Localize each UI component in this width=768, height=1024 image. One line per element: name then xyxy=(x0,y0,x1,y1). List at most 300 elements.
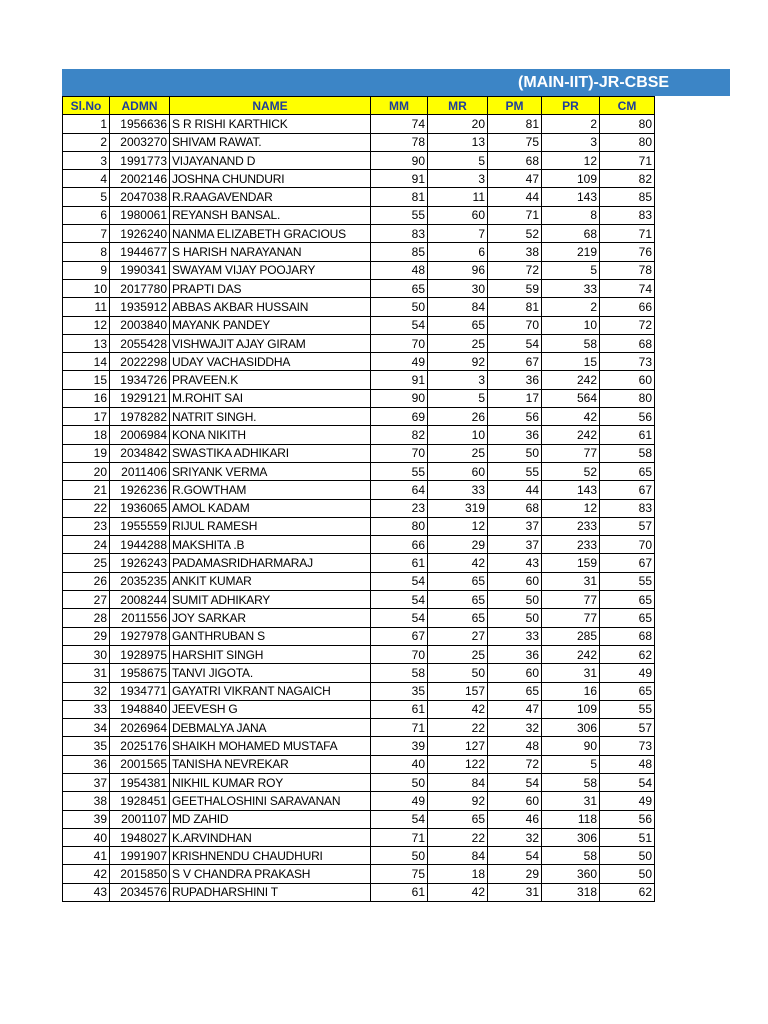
cell-cm[interactable]: 73 xyxy=(600,353,655,371)
cell-pm[interactable]: 50 xyxy=(488,591,542,609)
cell-slno[interactable]: 39 xyxy=(63,810,110,828)
cell-name[interactable]: RUPADHARSHINI T xyxy=(170,883,371,901)
cell-admn[interactable]: 2047038 xyxy=(110,188,170,206)
cell-slno[interactable]: 12 xyxy=(63,316,110,334)
cell-mm[interactable]: 50 xyxy=(371,773,428,791)
cell-mr[interactable]: 319 xyxy=(428,499,488,517)
cell-name[interactable]: TANVI JIGOTA. xyxy=(170,664,371,682)
cell-admn[interactable]: 1958675 xyxy=(110,664,170,682)
cell-pr[interactable]: 5 xyxy=(542,755,600,773)
cell-cm[interactable]: 48 xyxy=(600,755,655,773)
cell-name[interactable]: JOSHNA CHUNDURI xyxy=(170,170,371,188)
cell-mr[interactable]: 26 xyxy=(428,408,488,426)
cell-pr[interactable]: 242 xyxy=(542,426,600,444)
cell-pm[interactable]: 52 xyxy=(488,225,542,243)
cell-mm[interactable]: 81 xyxy=(371,188,428,206)
cell-cm[interactable]: 57 xyxy=(600,719,655,737)
cell-name[interactable]: TANISHA NEVREKAR xyxy=(170,755,371,773)
cell-admn[interactable]: 1944288 xyxy=(110,536,170,554)
cell-slno[interactable]: 6 xyxy=(63,206,110,224)
cell-cm[interactable]: 80 xyxy=(600,389,655,407)
cell-mr[interactable]: 3 xyxy=(428,371,488,389)
cell-name[interactable]: R.GOWTHAM xyxy=(170,481,371,499)
cell-pr[interactable]: 77 xyxy=(542,591,600,609)
cell-slno[interactable]: 30 xyxy=(63,645,110,663)
cell-name[interactable]: JEEVESH G xyxy=(170,700,371,718)
cell-cm[interactable]: 62 xyxy=(600,883,655,901)
cell-admn[interactable]: 1936065 xyxy=(110,499,170,517)
cell-pm[interactable]: 72 xyxy=(488,261,542,279)
cell-admn[interactable]: 2026964 xyxy=(110,719,170,737)
cell-mr[interactable]: 157 xyxy=(428,682,488,700)
header-admn[interactable]: ADMN xyxy=(110,97,170,115)
cell-mm[interactable]: 40 xyxy=(371,755,428,773)
cell-mr[interactable]: 30 xyxy=(428,279,488,297)
cell-slno[interactable]: 16 xyxy=(63,389,110,407)
cell-slno[interactable]: 24 xyxy=(63,536,110,554)
cell-pm[interactable]: 44 xyxy=(488,188,542,206)
cell-admn[interactable]: 1990341 xyxy=(110,261,170,279)
cell-pr[interactable]: 12 xyxy=(542,151,600,169)
cell-name[interactable]: MAYANK PANDEY xyxy=(170,316,371,334)
cell-name[interactable]: KONA NIKITH xyxy=(170,426,371,444)
cell-mr[interactable]: 60 xyxy=(428,462,488,480)
cell-cm[interactable]: 57 xyxy=(600,517,655,535)
cell-pm[interactable]: 44 xyxy=(488,481,542,499)
cell-cm[interactable]: 50 xyxy=(600,865,655,883)
cell-admn[interactable]: 2025176 xyxy=(110,737,170,755)
cell-mm[interactable]: 64 xyxy=(371,481,428,499)
cell-mm[interactable]: 54 xyxy=(371,609,428,627)
cell-mm[interactable]: 90 xyxy=(371,389,428,407)
cell-mm[interactable]: 70 xyxy=(371,444,428,462)
cell-name[interactable]: SRIYANK VERMA xyxy=(170,462,371,480)
cell-cm[interactable]: 56 xyxy=(600,408,655,426)
cell-pr[interactable]: 143 xyxy=(542,188,600,206)
cell-cm[interactable]: 55 xyxy=(600,572,655,590)
cell-pm[interactable]: 31 xyxy=(488,883,542,901)
cell-mm[interactable]: 61 xyxy=(371,883,428,901)
cell-mr[interactable]: 25 xyxy=(428,334,488,352)
cell-cm[interactable]: 70 xyxy=(600,536,655,554)
cell-admn[interactable]: 1935912 xyxy=(110,298,170,316)
cell-pr[interactable]: 33 xyxy=(542,279,600,297)
cell-pm[interactable]: 32 xyxy=(488,828,542,846)
cell-mr[interactable]: 25 xyxy=(428,645,488,663)
cell-name[interactable]: SUMIT ADHIKARY xyxy=(170,591,371,609)
cell-slno[interactable]: 42 xyxy=(63,865,110,883)
cell-pm[interactable]: 68 xyxy=(488,151,542,169)
cell-cm[interactable]: 71 xyxy=(600,225,655,243)
cell-pm[interactable]: 81 xyxy=(488,115,542,133)
cell-slno[interactable]: 40 xyxy=(63,828,110,846)
cell-pr[interactable]: 5 xyxy=(542,261,600,279)
cell-mr[interactable]: 5 xyxy=(428,389,488,407)
cell-mr[interactable]: 65 xyxy=(428,316,488,334)
cell-pr[interactable]: 3 xyxy=(542,133,600,151)
cell-pm[interactable]: 36 xyxy=(488,426,542,444)
cell-pm[interactable]: 54 xyxy=(488,334,542,352)
cell-name[interactable]: NANMA ELIZABETH GRACIOUS xyxy=(170,225,371,243)
cell-name[interactable]: M.ROHIT SAI xyxy=(170,389,371,407)
cell-pr[interactable]: 306 xyxy=(542,719,600,737)
cell-cm[interactable]: 56 xyxy=(600,810,655,828)
cell-pm[interactable]: 55 xyxy=(488,462,542,480)
cell-cm[interactable]: 65 xyxy=(600,462,655,480)
header-cm[interactable]: CM xyxy=(600,97,655,115)
cell-pm[interactable]: 46 xyxy=(488,810,542,828)
cell-mm[interactable]: 54 xyxy=(371,810,428,828)
cell-cm[interactable]: 82 xyxy=(600,170,655,188)
cell-mm[interactable]: 74 xyxy=(371,115,428,133)
cell-mr[interactable]: 65 xyxy=(428,810,488,828)
cell-cm[interactable]: 66 xyxy=(600,298,655,316)
cell-admn[interactable]: 1980061 xyxy=(110,206,170,224)
cell-mr[interactable]: 6 xyxy=(428,243,488,261)
header-slno[interactable]: Sl.No xyxy=(63,97,110,115)
cell-admn[interactable]: 2001107 xyxy=(110,810,170,828)
cell-pm[interactable]: 33 xyxy=(488,627,542,645)
cell-mr[interactable]: 42 xyxy=(428,700,488,718)
cell-slno[interactable]: 23 xyxy=(63,517,110,535)
cell-pr[interactable]: 52 xyxy=(542,462,600,480)
cell-cm[interactable]: 68 xyxy=(600,334,655,352)
cell-mr[interactable]: 33 xyxy=(428,481,488,499)
cell-cm[interactable]: 55 xyxy=(600,700,655,718)
cell-admn[interactable]: 1926240 xyxy=(110,225,170,243)
cell-slno[interactable]: 27 xyxy=(63,591,110,609)
cell-mr[interactable]: 84 xyxy=(428,298,488,316)
cell-pr[interactable]: 242 xyxy=(542,645,600,663)
cell-slno[interactable]: 43 xyxy=(63,883,110,901)
cell-mm[interactable]: 35 xyxy=(371,682,428,700)
cell-name[interactable]: VISHWAJIT AJAY GIRAM xyxy=(170,334,371,352)
cell-name[interactable]: GAYATRI VIKRANT NAGAICH xyxy=(170,682,371,700)
cell-pm[interactable]: 81 xyxy=(488,298,542,316)
cell-cm[interactable]: 76 xyxy=(600,243,655,261)
cell-cm[interactable]: 65 xyxy=(600,609,655,627)
cell-pm[interactable]: 48 xyxy=(488,737,542,755)
cell-pr[interactable]: 143 xyxy=(542,481,600,499)
cell-pr[interactable]: 68 xyxy=(542,225,600,243)
cell-admn[interactable]: 1928975 xyxy=(110,645,170,663)
cell-pm[interactable]: 43 xyxy=(488,554,542,572)
cell-pr[interactable]: 31 xyxy=(542,572,600,590)
cell-name[interactable]: NATRIT SINGH. xyxy=(170,408,371,426)
cell-admn[interactable]: 2017780 xyxy=(110,279,170,297)
cell-admn[interactable]: 2008244 xyxy=(110,591,170,609)
cell-admn[interactable]: 2001565 xyxy=(110,755,170,773)
cell-admn[interactable]: 1927978 xyxy=(110,627,170,645)
cell-mm[interactable]: 80 xyxy=(371,517,428,535)
cell-mm[interactable]: 90 xyxy=(371,151,428,169)
cell-mm[interactable]: 54 xyxy=(371,316,428,334)
cell-slno[interactable]: 5 xyxy=(63,188,110,206)
cell-cm[interactable]: 61 xyxy=(600,426,655,444)
cell-mr[interactable]: 60 xyxy=(428,206,488,224)
cell-pm[interactable]: 59 xyxy=(488,279,542,297)
cell-pm[interactable]: 32 xyxy=(488,719,542,737)
cell-slno[interactable]: 41 xyxy=(63,847,110,865)
cell-mm[interactable]: 54 xyxy=(371,591,428,609)
cell-admn[interactable]: 1926236 xyxy=(110,481,170,499)
cell-slno[interactable]: 19 xyxy=(63,444,110,462)
cell-mr[interactable]: 127 xyxy=(428,737,488,755)
cell-name[interactable]: KRISHNENDU CHAUDHURI xyxy=(170,847,371,865)
cell-pm[interactable]: 54 xyxy=(488,847,542,865)
header-mr[interactable]: MR xyxy=(428,97,488,115)
cell-pr[interactable]: 109 xyxy=(542,170,600,188)
cell-admn[interactable]: 2015850 xyxy=(110,865,170,883)
cell-mr[interactable]: 20 xyxy=(428,115,488,133)
cell-name[interactable]: GEETHALOSHINI SARAVANAN xyxy=(170,792,371,810)
cell-slno[interactable]: 22 xyxy=(63,499,110,517)
cell-slno[interactable]: 28 xyxy=(63,609,110,627)
cell-mr[interactable]: 92 xyxy=(428,353,488,371)
cell-mm[interactable]: 67 xyxy=(371,627,428,645)
cell-pr[interactable]: 90 xyxy=(542,737,600,755)
cell-pr[interactable]: 233 xyxy=(542,536,600,554)
cell-admn[interactable]: 2034576 xyxy=(110,883,170,901)
cell-pr[interactable]: 8 xyxy=(542,206,600,224)
cell-name[interactable]: PRAPTI DAS xyxy=(170,279,371,297)
cell-mr[interactable]: 25 xyxy=(428,444,488,462)
cell-admn[interactable]: 2011556 xyxy=(110,609,170,627)
cell-cm[interactable]: 54 xyxy=(600,773,655,791)
cell-slno[interactable]: 9 xyxy=(63,261,110,279)
cell-mr[interactable]: 50 xyxy=(428,664,488,682)
cell-cm[interactable]: 83 xyxy=(600,499,655,517)
cell-cm[interactable]: 74 xyxy=(600,279,655,297)
cell-admn[interactable]: 1934771 xyxy=(110,682,170,700)
cell-mm[interactable]: 91 xyxy=(371,170,428,188)
cell-pm[interactable]: 50 xyxy=(488,444,542,462)
cell-mm[interactable]: 54 xyxy=(371,572,428,590)
cell-mm[interactable]: 71 xyxy=(371,828,428,846)
cell-pr[interactable]: 58 xyxy=(542,334,600,352)
cell-mm[interactable]: 78 xyxy=(371,133,428,151)
cell-mm[interactable]: 83 xyxy=(371,225,428,243)
cell-slno[interactable]: 29 xyxy=(63,627,110,645)
cell-admn[interactable]: 2002146 xyxy=(110,170,170,188)
cell-name[interactable]: DEBMALYA JANA xyxy=(170,719,371,737)
cell-mr[interactable]: 13 xyxy=(428,133,488,151)
cell-cm[interactable]: 68 xyxy=(600,627,655,645)
cell-pm[interactable]: 54 xyxy=(488,773,542,791)
cell-cm[interactable]: 83 xyxy=(600,206,655,224)
cell-slno[interactable]: 10 xyxy=(63,279,110,297)
cell-mr[interactable]: 7 xyxy=(428,225,488,243)
cell-mr[interactable]: 96 xyxy=(428,261,488,279)
cell-cm[interactable]: 62 xyxy=(600,645,655,663)
cell-name[interactable]: SWAYAM VIJAY POOJARY xyxy=(170,261,371,279)
cell-admn[interactable]: 2055428 xyxy=(110,334,170,352)
cell-pr[interactable]: 15 xyxy=(542,353,600,371)
cell-cm[interactable]: 67 xyxy=(600,554,655,572)
cell-pr[interactable]: 306 xyxy=(542,828,600,846)
cell-mm[interactable]: 55 xyxy=(371,462,428,480)
cell-admn[interactable]: 1991907 xyxy=(110,847,170,865)
cell-name[interactable]: MD ZAHID xyxy=(170,810,371,828)
cell-name[interactable]: SHIVAM RAWAT. xyxy=(170,133,371,151)
cell-name[interactable]: GANTHRUBAN S xyxy=(170,627,371,645)
cell-pm[interactable]: 36 xyxy=(488,371,542,389)
cell-cm[interactable]: 80 xyxy=(600,115,655,133)
cell-name[interactable]: PRAVEEN.K xyxy=(170,371,371,389)
cell-slno[interactable]: 1 xyxy=(63,115,110,133)
cell-admn[interactable]: 2003270 xyxy=(110,133,170,151)
cell-pr[interactable]: 285 xyxy=(542,627,600,645)
cell-slno[interactable]: 21 xyxy=(63,481,110,499)
cell-pm[interactable]: 60 xyxy=(488,572,542,590)
cell-admn[interactable]: 2011406 xyxy=(110,462,170,480)
cell-admn[interactable]: 2035235 xyxy=(110,572,170,590)
cell-pm[interactable]: 36 xyxy=(488,645,542,663)
cell-pr[interactable]: 109 xyxy=(542,700,600,718)
cell-mr[interactable]: 22 xyxy=(428,719,488,737)
cell-pr[interactable]: 77 xyxy=(542,444,600,462)
cell-pr[interactable]: 318 xyxy=(542,883,600,901)
cell-slno[interactable]: 31 xyxy=(63,664,110,682)
cell-cm[interactable]: 78 xyxy=(600,261,655,279)
cell-mm[interactable]: 69 xyxy=(371,408,428,426)
cell-name[interactable]: PADAMASRIDHARMARAJ xyxy=(170,554,371,572)
cell-name[interactable]: S R RISHI KARTHICK xyxy=(170,115,371,133)
cell-cm[interactable]: 65 xyxy=(600,682,655,700)
cell-name[interactable]: SWASTIKA ADHIKARI xyxy=(170,444,371,462)
cell-mr[interactable]: 92 xyxy=(428,792,488,810)
cell-cm[interactable]: 85 xyxy=(600,188,655,206)
cell-name[interactable]: ABBAS AKBAR HUSSAIN xyxy=(170,298,371,316)
cell-slno[interactable]: 7 xyxy=(63,225,110,243)
cell-mr[interactable]: 18 xyxy=(428,865,488,883)
header-mm[interactable]: MM xyxy=(371,97,428,115)
cell-slno[interactable]: 34 xyxy=(63,719,110,737)
cell-pr[interactable]: 118 xyxy=(542,810,600,828)
cell-cm[interactable]: 50 xyxy=(600,847,655,865)
cell-pm[interactable]: 47 xyxy=(488,170,542,188)
cell-admn[interactable]: 1948027 xyxy=(110,828,170,846)
cell-pr[interactable]: 360 xyxy=(542,865,600,883)
cell-admn[interactable]: 1954381 xyxy=(110,773,170,791)
cell-mr[interactable]: 5 xyxy=(428,151,488,169)
cell-pm[interactable]: 70 xyxy=(488,316,542,334)
cell-slno[interactable]: 33 xyxy=(63,700,110,718)
cell-pm[interactable]: 68 xyxy=(488,499,542,517)
cell-name[interactable]: RIJUL RAMESH xyxy=(170,517,371,535)
cell-pm[interactable]: 75 xyxy=(488,133,542,151)
cell-cm[interactable]: 65 xyxy=(600,591,655,609)
cell-mr[interactable]: 65 xyxy=(428,609,488,627)
cell-name[interactable]: NIKHIL KUMAR ROY xyxy=(170,773,371,791)
cell-name[interactable]: S HARISH NARAYANAN xyxy=(170,243,371,261)
cell-admn[interactable]: 1978282 xyxy=(110,408,170,426)
cell-mm[interactable]: 85 xyxy=(371,243,428,261)
cell-mm[interactable]: 61 xyxy=(371,700,428,718)
cell-pm[interactable]: 50 xyxy=(488,609,542,627)
cell-pm[interactable]: 60 xyxy=(488,664,542,682)
cell-name[interactable]: S V CHANDRA PRAKASH xyxy=(170,865,371,883)
cell-name[interactable]: ANKIT KUMAR xyxy=(170,572,371,590)
cell-slno[interactable]: 35 xyxy=(63,737,110,755)
cell-cm[interactable]: 49 xyxy=(600,792,655,810)
cell-slno[interactable]: 32 xyxy=(63,682,110,700)
cell-name[interactable]: JOY SARKAR xyxy=(170,609,371,627)
cell-slno[interactable]: 37 xyxy=(63,773,110,791)
cell-pr[interactable]: 242 xyxy=(542,371,600,389)
header-name[interactable]: NAME xyxy=(170,97,371,115)
cell-pr[interactable]: 2 xyxy=(542,298,600,316)
cell-admn[interactable]: 1956636 xyxy=(110,115,170,133)
cell-admn[interactable]: 1955559 xyxy=(110,517,170,535)
cell-slno[interactable]: 26 xyxy=(63,572,110,590)
cell-admn[interactable]: 1928451 xyxy=(110,792,170,810)
cell-pm[interactable]: 72 xyxy=(488,755,542,773)
cell-pr[interactable]: 2 xyxy=(542,115,600,133)
cell-pr[interactable]: 219 xyxy=(542,243,600,261)
cell-pm[interactable]: 65 xyxy=(488,682,542,700)
cell-mm[interactable]: 48 xyxy=(371,261,428,279)
cell-name[interactable]: VIJAYANAND D xyxy=(170,151,371,169)
cell-mm[interactable]: 49 xyxy=(371,792,428,810)
cell-admn[interactable]: 1926243 xyxy=(110,554,170,572)
cell-slno[interactable]: 14 xyxy=(63,353,110,371)
cell-mm[interactable]: 70 xyxy=(371,334,428,352)
cell-pm[interactable]: 38 xyxy=(488,243,542,261)
cell-pr[interactable]: 564 xyxy=(542,389,600,407)
cell-cm[interactable]: 73 xyxy=(600,737,655,755)
cell-mr[interactable]: 84 xyxy=(428,773,488,791)
cell-slno[interactable]: 25 xyxy=(63,554,110,572)
cell-mr[interactable]: 122 xyxy=(428,755,488,773)
cell-pr[interactable]: 58 xyxy=(542,773,600,791)
cell-pm[interactable]: 47 xyxy=(488,700,542,718)
cell-admn[interactable]: 1944677 xyxy=(110,243,170,261)
cell-mm[interactable]: 50 xyxy=(371,847,428,865)
cell-name[interactable]: HARSHIT SINGH xyxy=(170,645,371,663)
cell-pm[interactable]: 71 xyxy=(488,206,542,224)
cell-slno[interactable]: 17 xyxy=(63,408,110,426)
cell-mr[interactable]: 22 xyxy=(428,828,488,846)
cell-mm[interactable]: 75 xyxy=(371,865,428,883)
cell-pm[interactable]: 56 xyxy=(488,408,542,426)
cell-mr[interactable]: 3 xyxy=(428,170,488,188)
cell-cm[interactable]: 51 xyxy=(600,828,655,846)
cell-mr[interactable]: 27 xyxy=(428,627,488,645)
cell-cm[interactable]: 60 xyxy=(600,371,655,389)
cell-cm[interactable]: 58 xyxy=(600,444,655,462)
cell-cm[interactable]: 67 xyxy=(600,481,655,499)
cell-mr[interactable]: 65 xyxy=(428,572,488,590)
cell-mr[interactable]: 12 xyxy=(428,517,488,535)
cell-pr[interactable]: 58 xyxy=(542,847,600,865)
cell-cm[interactable]: 72 xyxy=(600,316,655,334)
cell-pr[interactable]: 12 xyxy=(542,499,600,517)
cell-pr[interactable]: 77 xyxy=(542,609,600,627)
cell-slno[interactable]: 11 xyxy=(63,298,110,316)
cell-mm[interactable]: 82 xyxy=(371,426,428,444)
cell-pr[interactable]: 42 xyxy=(542,408,600,426)
cell-pm[interactable]: 37 xyxy=(488,536,542,554)
cell-cm[interactable]: 71 xyxy=(600,151,655,169)
cell-mr[interactable]: 10 xyxy=(428,426,488,444)
cell-pr[interactable]: 31 xyxy=(542,664,600,682)
cell-slno[interactable]: 8 xyxy=(63,243,110,261)
cell-pm[interactable]: 60 xyxy=(488,792,542,810)
cell-mm[interactable]: 55 xyxy=(371,206,428,224)
cell-admn[interactable]: 2022298 xyxy=(110,353,170,371)
cell-mm[interactable]: 39 xyxy=(371,737,428,755)
